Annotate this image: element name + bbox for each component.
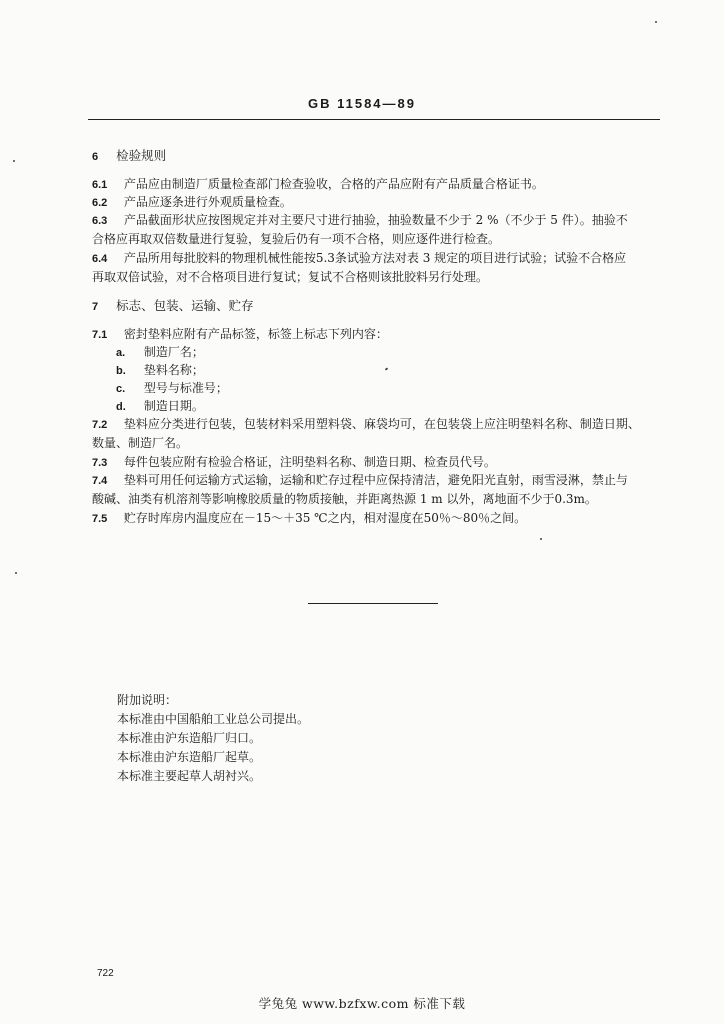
clause-number: 7.1: [92, 329, 108, 341]
clause-number: 6.2: [92, 197, 108, 209]
section-title: 检验规则: [116, 148, 167, 163]
clause-7-3: [92, 454, 496, 471]
clause-6-1: [92, 176, 544, 193]
clause-number: 7.3: [92, 457, 108, 469]
clause-6-4-continued: 再取双倍试验，对不合格项目进行复试；复试不合格则该批胶料另行处理。: [92, 270, 489, 284]
footer-site-text[interactable]: 学兔兔 www.bzfxw.com 标准下载: [258, 996, 466, 1011]
item-letter: d.: [116, 401, 126, 413]
clause-text: 密封垫料应附有产品标签，标签上标志下列内容：: [123, 327, 388, 341]
clause-text: 垫料应分类进行包装，包装材料采用塑料袋、麻袋均可，在包装袋上应注明垫料名称、制造日期、: [123, 417, 640, 431]
clause-text: 贮存时库房内温度应在－15～＋35 ℃之内，相对湿度在50％～80％之间。: [123, 511, 527, 525]
item-text: 垫料名称；: [143, 363, 204, 377]
clause-7-4: [92, 472, 628, 489]
clause-number: 6.3: [92, 215, 108, 227]
label-item-b: [116, 362, 204, 379]
clause-7-4-continued: 酸碱、油类有机溶剂等影响橡胶质量的物质接触，并距离热源 1 m 以外，离地面不少于0.3m。: [92, 492, 597, 506]
clause-text: 产品应逐条进行外观质量检查。: [123, 195, 292, 209]
section-title: 标志、包装、运输、贮存: [116, 298, 254, 313]
notes-line: 本标准由中国船舶工业总公司提出。: [117, 712, 310, 726]
clause-number: 7.5: [92, 513, 108, 525]
end-of-text-rule: [308, 603, 438, 604]
clause-7-1: [92, 326, 388, 343]
clause-number: 7.4: [92, 475, 108, 487]
clause-text: 产品应由制造厂质量检查部门检查验收，合格的产品应附有产品质量合格证书。: [123, 177, 544, 191]
item-text: 制造厂名；: [143, 345, 204, 359]
page-number: 722: [97, 968, 114, 979]
clause-number: 6.1: [92, 179, 108, 191]
scan-speck: [385, 367, 389, 370]
label-item-c: [116, 380, 228, 397]
section-number: 7: [92, 301, 99, 313]
scan-speck: [15, 572, 17, 574]
notes-line: 本标准主要起草人胡衬兴。: [117, 769, 262, 783]
clause-text: 产品所用每批胶料的物理机械性能按5.3条试验方法对表 3 规定的项目进行试验；试验不合格应: [123, 251, 627, 265]
clause-6-4: [92, 250, 626, 267]
clause-6-3: [92, 212, 628, 229]
clause-7-5: [92, 510, 526, 527]
scan-speck: [13, 160, 15, 162]
header-rule: [88, 119, 660, 120]
section-number: 6: [92, 151, 99, 163]
clause-text: 每件包装应附有检验合格证，注明垫料名称、制造日期、检查员代号。: [123, 455, 496, 469]
clause-text: 垫料可用任何运输方式运输，运输和贮存过程中应保持清洁，避免阳光直射，雨雪浸淋，禁止与: [123, 473, 628, 487]
item-letter: c.: [116, 383, 126, 395]
section-6-heading: [92, 148, 166, 165]
item-letter: b.: [116, 365, 126, 377]
label-item-d: [116, 398, 204, 415]
scan-speck: [540, 538, 542, 540]
notes-line: 本标准由沪东造船厂归口。: [117, 731, 262, 745]
label-item-a: [116, 344, 204, 361]
clause-6-2: [92, 194, 292, 211]
scan-speck: [655, 21, 657, 23]
notes-line: 本标准由沪东造船厂起草。: [117, 750, 262, 764]
clause-number: 6.4: [92, 253, 108, 265]
clause-text: 产品截面形状应按图规定并对主要尺寸进行抽验，抽验数量不少于 2 %（不少于 5 件）。抽验不: [123, 213, 628, 227]
clause-number: 7.2: [92, 419, 108, 431]
standard-code: GB 11584—89: [307, 96, 416, 111]
clause-6-3-continued: 合格应再取双倍数量进行复验，复验后仍有一项不合格，则应逐件进行检查。: [92, 232, 501, 246]
section-7-heading: [92, 298, 254, 315]
item-letter: a.: [116, 347, 126, 359]
item-text: 型号与标准号；: [143, 381, 228, 395]
item-text: 制造日期。: [143, 399, 204, 413]
clause-7-2: [92, 416, 640, 433]
clause-7-2-continued: 数量、制造厂名。: [92, 436, 189, 450]
notes-title: 附加说明：: [117, 693, 178, 707]
